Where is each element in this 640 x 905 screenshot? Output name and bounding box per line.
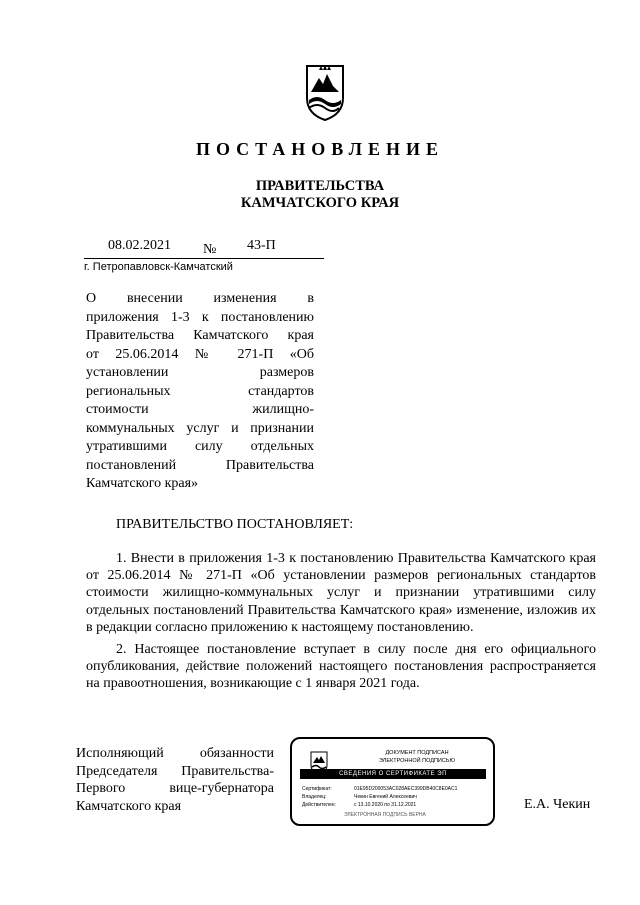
paragraph-2: 2. Настоящее постановление вступает в силу после дня его официального опубликования, действие положений настоящего постановления распространяется на правоотношения, возникающие с 1 января 2021 года. xyxy=(86,642,596,692)
subject-line: Правительства Камчатского края xyxy=(86,328,314,343)
signer-name: Е.А. Чекин xyxy=(524,797,591,812)
subject-line: приложения 1-3 к постановлению xyxy=(86,309,314,325)
row-label: Сертификат: xyxy=(302,786,332,792)
paragraph-1: 1. Внести в приложения 1-3 к постановлению Правительства Камчатского края от 25.06.2014 № 271-П «Об установлении размеров региональных стандартов стоимости жилищно-коммунальных услуг и признании утратившими силу отдельных постановлений Правительства Камчатского края» изменение, изложив их в редакции согласно приложению к настоящему постановлению. xyxy=(86,551,596,635)
subject-line: Камчатского края» xyxy=(86,476,199,491)
signer-line: Первого вице-губернатора xyxy=(76,781,274,796)
city-line: г. Петропавловск-Камчатский xyxy=(84,261,233,273)
subject-line: коммунальных услуг и признании xyxy=(86,420,314,436)
row-value: Чекин Евгений Алексеевич xyxy=(354,794,417,800)
number-sign: № xyxy=(203,242,217,257)
electronic-signature-stamp xyxy=(290,737,495,826)
document-date: 08.02.2021 xyxy=(108,238,171,253)
certificate-row xyxy=(302,793,457,801)
signer-position xyxy=(76,745,274,815)
stamp-header-line: ЭЛЕКТРОННОЙ ПОДПИСЬЮ xyxy=(378,758,456,764)
date-underline xyxy=(84,258,324,259)
signer-line: Исполняющий обязанности xyxy=(76,746,274,761)
subject-line: установлении размеров xyxy=(86,365,314,380)
signer-line: Камчатского края xyxy=(76,798,182,814)
document-title: ПОСТАНОВЛЕНИЕ xyxy=(195,139,445,159)
stamp-header xyxy=(342,749,492,765)
certificate-info-bar: СВЕДЕНИЯ О СЕРТИФИКАТЕ ЭП xyxy=(300,769,486,779)
certificate-details xyxy=(302,785,457,809)
stamp-footer: ЭЛЕКТРОННАЯ ПОДПИСЬ ВЕРНА xyxy=(344,812,426,818)
certificate-row xyxy=(302,785,457,793)
row-value: 01E95D200053AC028AEC399DB40C8E0AC1 xyxy=(354,786,458,792)
signer-line: Председателя Правительства- xyxy=(76,763,274,779)
subject-line: постановлений Правительства xyxy=(86,457,314,473)
row-label: Владелец: xyxy=(302,794,327,800)
row-label: Действителен: xyxy=(302,802,336,808)
subject-line: О внесении изменения в xyxy=(86,291,314,306)
subject-line: стоимости жилищно- xyxy=(86,402,314,417)
document-subject xyxy=(86,290,314,494)
stamp-header-line: ДОКУМЕНТ ПОДПИСАН xyxy=(385,750,449,756)
subject-line: утратившими силу отдельных xyxy=(86,439,314,454)
kamchatka-coat-of-arms-icon xyxy=(303,62,347,122)
decree-heading: ПРАВИТЕЛЬСТВО ПОСТАНОВЛЯЕТ: xyxy=(116,517,354,532)
subject-line: от 25.06.2014 № 271-П «Об xyxy=(86,346,314,362)
row-value: с 13.10.2020 по 31.12.2021 xyxy=(354,802,417,808)
document-number: 43-П xyxy=(247,238,276,253)
issuer-line-2: КАМЧАТСКОГО КРАЯ xyxy=(240,195,400,211)
issuer-line-1: ПРАВИТЕЛЬСТВА xyxy=(255,178,385,194)
certificate-row xyxy=(302,801,457,809)
subject-line: региональных стандартов xyxy=(86,383,314,399)
